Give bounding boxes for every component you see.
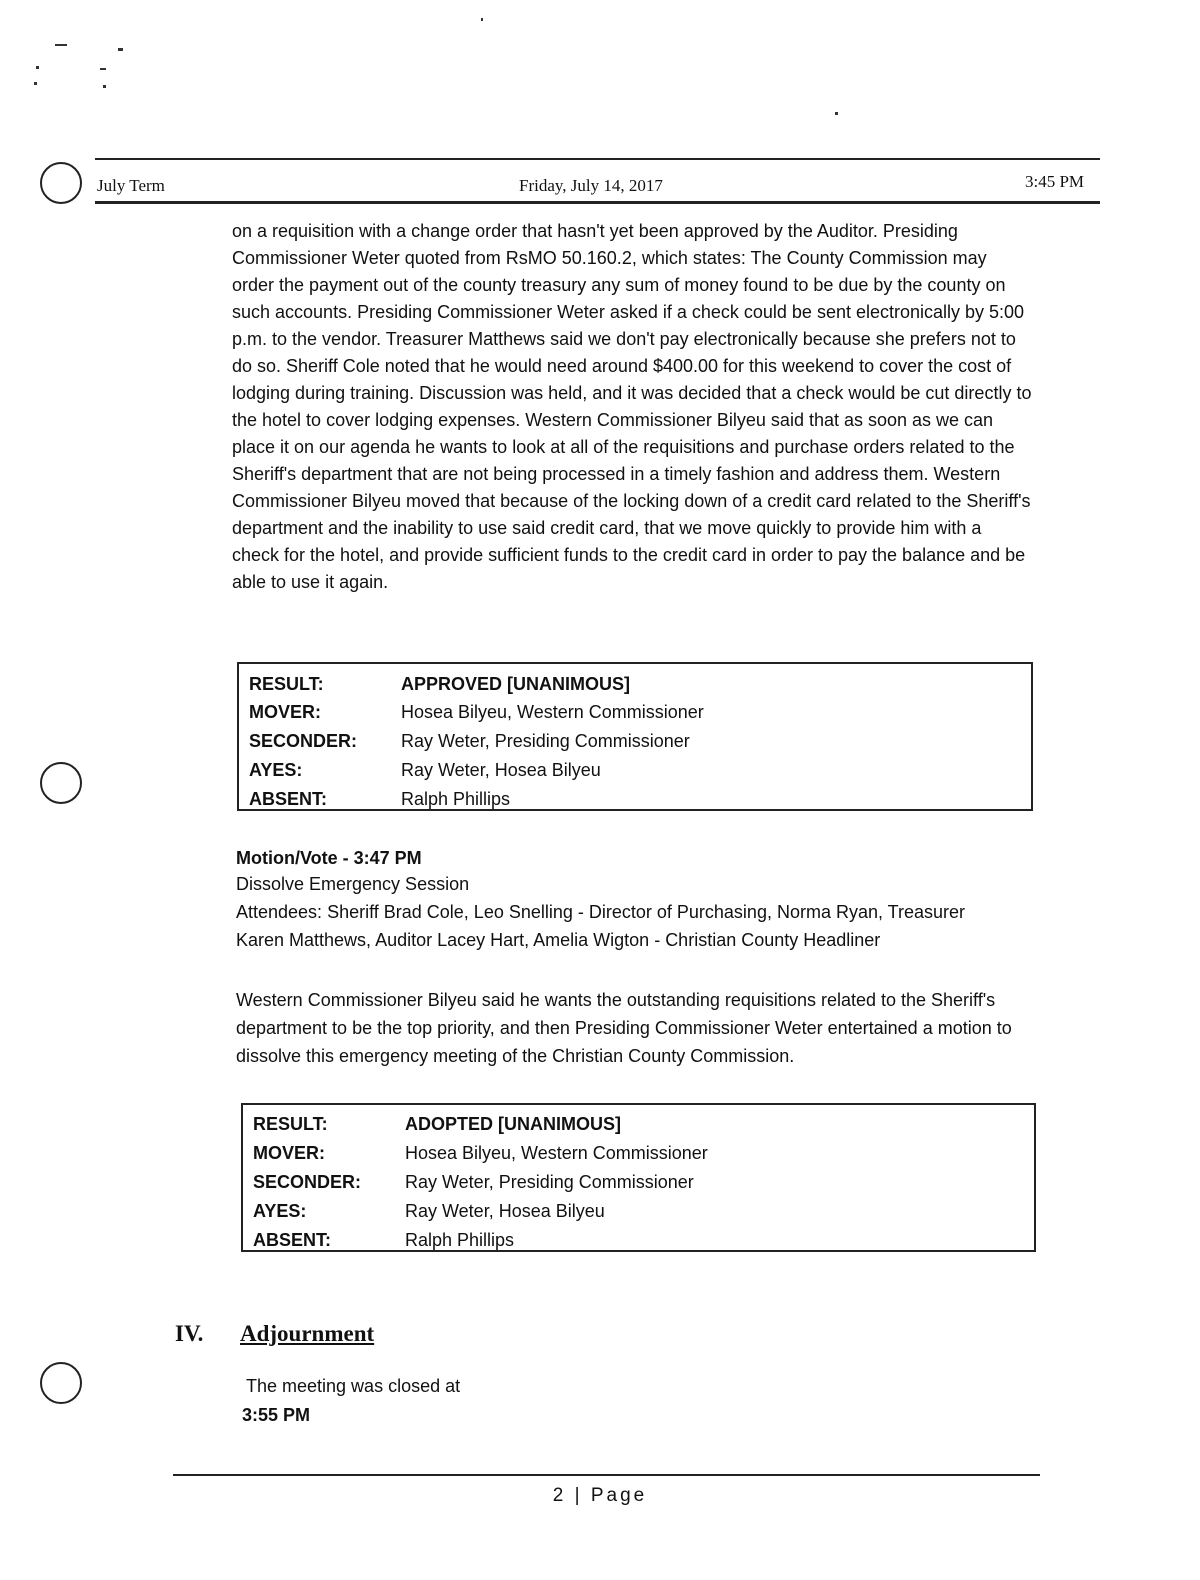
motion-attendees: Attendees: Sheriff Brad Cole, Leo Snelling - Director of Purchasing, Norma Ryan, Treasurer Karen Matthews, Auditor Lacey Hart, Amelia Wigton - Christian County Headliner bbox=[236, 902, 966, 950]
scan-speck bbox=[55, 44, 67, 46]
vote-label: ABSENT: bbox=[249, 789, 328, 809]
vote-row-result bbox=[253, 1110, 1013, 1139]
vote-row-absent bbox=[249, 785, 1009, 814]
motion-heading: Motion/Vote - 3:47 PM bbox=[236, 848, 422, 868]
header-time: 3:45 PM bbox=[1025, 172, 1085, 191]
vote-mover-value: Hosea Bilyeu, Western Commissioner bbox=[401, 702, 704, 722]
vote-label: AYES: bbox=[249, 760, 303, 780]
scan-speck bbox=[34, 82, 37, 85]
binder-hole bbox=[40, 762, 82, 804]
vote-label: ABSENT: bbox=[253, 1230, 332, 1250]
vote-result-table bbox=[237, 662, 1033, 811]
binder-hole bbox=[40, 162, 82, 204]
vote-row-ayes bbox=[253, 1197, 1013, 1226]
vote-mover-value: Hosea Bilyeu, Western Commissioner bbox=[405, 1143, 708, 1163]
vote-absent-value: Ralph Phillips bbox=[405, 1230, 515, 1250]
minutes-paragraph: on a requisition with a change order that hasn't yet been approved by the Auditor. Presiding Commissioner Weter quoted from RsMO 50.160.2, which states: The County Commission may order the payment out of the county treasury any sum of money found to be due by the county on such accounts. Presiding Commissioner Weter asked if a check could be sent electronically by 5:00 p.m. to the vendor. Treasurer Matthews said we don't pay electronically because she prefers not to do so. Sheriff Cole noted that he would need around $400.00 for this weekend to cover the cost of lodging during training. Discussion was held, and it was decided that a check would be cut directly to the hotel to cover lodging expenses. Western Commissioner Bilyeu said that as soon as we can place it on our agenda he wants to look at all of the requisitions and purchase orders related to the Sheriff's department that are not being processed in a timely fashion and address them. Western Commissioner Bilyeu moved that because of the locking down of a credit card related to the Sheriff's department and the inability to use said credit card, that we move quickly to provide him with a check for the hotel, and provide sufficient funds to the credit card in order to pay the balance and be able to use it again. bbox=[232, 221, 1032, 592]
vote-result-value: APPROVED [UNANIMOUS] bbox=[401, 674, 631, 694]
vote-seconder-value: Ray Weter, Presiding Commissioner bbox=[401, 731, 690, 751]
vote-label: RESULT: bbox=[249, 674, 324, 694]
motion-subject: Dissolve Emergency Session bbox=[236, 874, 470, 894]
vote-result-value: ADOPTED [UNANIMOUS] bbox=[405, 1114, 621, 1134]
vote-label: RESULT: bbox=[253, 1114, 328, 1134]
scan-speck bbox=[100, 68, 106, 70]
vote-label: AYES: bbox=[253, 1201, 307, 1221]
adjournment-text: The meeting was closed at bbox=[246, 1376, 461, 1396]
adjournment-time: 3:55 PM bbox=[242, 1405, 311, 1425]
vote-label: MOVER: bbox=[249, 702, 321, 722]
scan-speck bbox=[36, 66, 39, 69]
vote-row-mover bbox=[253, 1139, 1013, 1168]
vote-row-seconder bbox=[249, 727, 1009, 756]
vote-label: MOVER: bbox=[253, 1143, 325, 1163]
scan-speck bbox=[103, 85, 106, 88]
motion-paragraph: Western Commissioner Bilyeu said he wants the outstanding requisitions related to the Sheriff's department to be the top priority, and then Presiding Commissioner Weter entertained a motion to dissolve this emergency meeting of the Christian County Commission. bbox=[236, 990, 1012, 1066]
vote-row-mover bbox=[249, 698, 1009, 727]
vote-result-table bbox=[241, 1103, 1036, 1252]
vote-row-seconder bbox=[253, 1168, 1013, 1197]
section-title: Adjournment bbox=[240, 1321, 375, 1346]
vote-row-ayes bbox=[249, 756, 1009, 785]
scan-speck bbox=[835, 112, 838, 115]
vote-absent-value: Ralph Phillips bbox=[401, 789, 511, 809]
binder-hole bbox=[40, 1362, 82, 1404]
vote-ayes-value: Ray Weter, Hosea Bilyeu bbox=[405, 1201, 605, 1221]
vote-ayes-value: Ray Weter, Hosea Bilyeu bbox=[401, 760, 601, 780]
vote-seconder-value: Ray Weter, Presiding Commissioner bbox=[405, 1172, 694, 1192]
header-term: July Term bbox=[97, 176, 165, 195]
section-number: IV. bbox=[175, 1321, 204, 1346]
header-date: Friday, July 14, 2017 bbox=[519, 176, 663, 195]
footer-rule bbox=[173, 1474, 1040, 1476]
header-rule bbox=[95, 158, 1100, 160]
scan-speck bbox=[118, 48, 123, 51]
vote-row-absent bbox=[253, 1226, 1013, 1255]
header-rule bbox=[95, 201, 1100, 204]
vote-label: SECONDER: bbox=[253, 1172, 362, 1192]
scan-speck bbox=[481, 18, 483, 21]
vote-label: SECONDER: bbox=[249, 731, 358, 751]
page-number: 2 | Page bbox=[552, 1485, 648, 1506]
vote-row-result bbox=[249, 670, 1009, 699]
